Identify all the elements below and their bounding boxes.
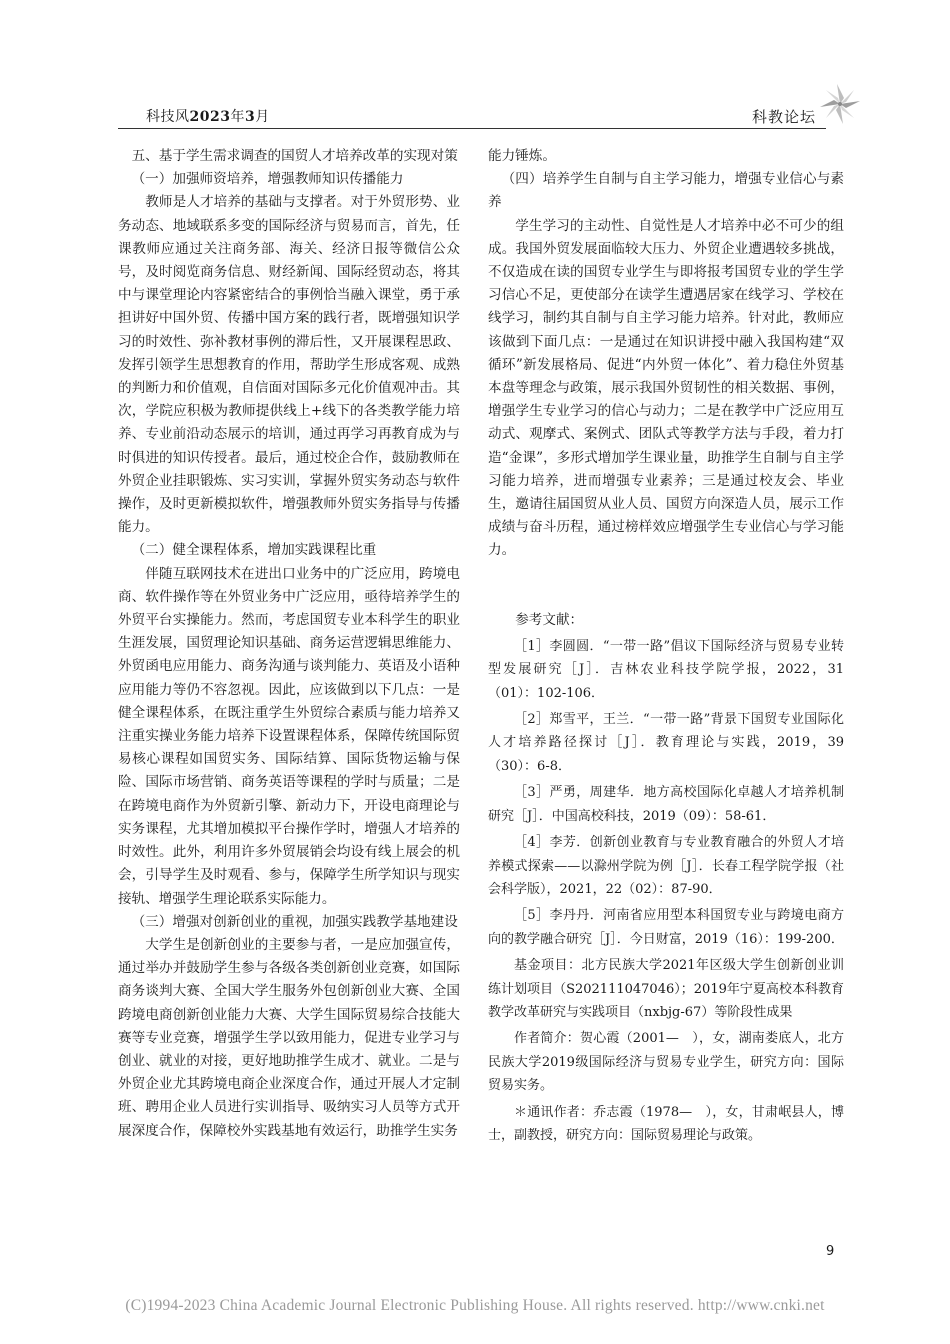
subsection-4-body: 学生学习的主动性、自觉性是人才培养中必不可少的组成。我国外贸发展面临较大压力、外贸企业遭遇较多挑战，不仅造成在读的国贸专业学生与即将报考国贸专业的学生学习信心不足，更使部分在读学生遭遇居家在线学习、学校在线学习，制约其自制与自主学习能力培养。针对此，教师应该做到下面几点：一是通过在知识讲授中融入我国构建“双循环”新发展格局、促进“内外贸一体化”、着力稳住外贸基本盘等理念与政策，展示我国外贸韧性的相关数据、事例，增强学生专业学习的信心与动力；二是在教学中广泛应用互动式、观摩式、案例式、团队式等教学方法与手段，着力打造“金课”，多形式增加学生课业量，助推学生自制与自主学习能力培养，进而增强专业素养；三是通过校友会、毕业生，邀请往届国贸从业人员、国贸方向深造人员，展示工作成绩与奋斗历程，通过榜样效应增强学生专业信心与学习能力。 (488, 217, 844, 559)
subsection-1-title: （一）加强师资培养，增强教师知识传播能力 (131, 171, 404, 188)
subsection-1-body: 教师是人才培养的基础与支撑者。对于外贸形势、业务动态、地域联系多变的国际经济与贸易而言，首先，任课教师应通过关注商务部、海关、经济日报等微信公众号，及时阅览商务信息、财经新闻、国际经贸动态，将其中与课堂理论内容紧密结合的事例恰当融入课堂，勇于承担讲好中国外贸、传播中国方案的践行者，既增强知识学习的时效性、弥补教材事例的滞后性，又开展课程思政、发挥引领学生思想教育的作用，帮助学生形成客观、成熟的判断力和价值观，自信面对国际多元化价值观冲击。其次，学院应积极为教师提供线上+线下的各类教学能力培养、专业前沿动态展示的培训，通过再学习再教育成为与时俱进的知识传授者。最后，通过校企合作，鼓励教师在外贸企业挂职锻炼、实习实训，掌握外贸实务动态与软件操作，及时更新模拟软件，增强教师外贸实务指导与传播能力。 (118, 194, 460, 536)
pinwheel-logo-icon (818, 82, 862, 126)
reference-item: ［1］李圆圆．“一带一路”倡议下国际经济与贸易专业转型发展研究［J］．吉林农业科技学院学报，2022，31（01）：102-106． (488, 638, 844, 701)
left-column (118, 145, 460, 1143)
issue-year-suffix: 年 (230, 109, 245, 125)
reference-item: ［5］李丹丹．河南省应用型本科国贸专业与跨境电商方向的教学融合研究［J］．今日财富，2019（16）：199-200． (488, 908, 844, 947)
subsection-2-body: 伴随互联网技术在进出口业务中的广泛应用，跨境电商、软件操作等在外贸业务中广泛应用，亟待培养学生的外贸平台实操能力。然而，考虑国贸专业本科学生的职业生涯发展，国贸理论知识基础、商务运营逻辑思维能力、外贸函电应用能力、商务沟通与谈判能力、英语及小语种应用能力等仍不容忽视。因此，应该做到以下几点：一是健全课程体系，在既注重学生外贸综合素质与能力培养又注重实操业务能力培养下设置课程体系，保障传统国际贸易核心课程如国贸实务、国际结算、国际货物运输与保险、国际市场营销、商务英语等课程的学时与质量；二是在跨境电商作为外贸新引擎、新动力下，开设电商理论与实务课程，尤其增加模拟平台操作学时，增强人才培养的时效性。此外，利用许多外贸展销会均设有线上展会的机会，引导学生及时观看、参与，保障学生所学知识与现实接轨、增强学生理论联系实际能力。 (118, 565, 460, 907)
journal-issue (146, 106, 270, 126)
fund-note: 基金项目：北方民族大学2021年区级大学生创新创业训练计划项目（S202111047046）；2019年宁夏高校本科教育教学改革研究与实践项目（nxbjg-67）等阶段性成果 (488, 958, 844, 1020)
section-name: 科教论坛 (751, 108, 816, 126)
references-title: 参考文献： (515, 611, 584, 628)
section-title: 五、基于学生需求调查的国贸人才培养改革的实现对策 (131, 148, 458, 164)
header-rule (118, 128, 826, 129)
corresponding-author-note: ＊通讯作者：乔志霞（1978— ），女，甘肃岷县人，博士，副教授，研究方向：国际贸易理论与政策。 (488, 1104, 844, 1143)
running-header (118, 102, 842, 128)
issue-month: 3 (244, 109, 256, 125)
issue-month-suffix: 月 (255, 109, 270, 125)
journal-name: 科技风 (146, 109, 190, 125)
copyright-line: (C)1994-2023 China Academic Journal Electronic Publishing House. All rights reserved. http://www.cnki.net (125, 1297, 825, 1314)
reference-item: ［4］李芳．创新创业教育与专业教育融合的外贸人才培养模式探索——以滁州学院为例［J］．长春工程学院学报（社会科学版），2021，22（02）：87-90． (488, 835, 844, 897)
issue-year: 2023 (189, 109, 231, 125)
subsection-3-body: 大学生是创新创业的主要参与者，一是应加强宣传，通过举办并鼓励学生参与各级各类创新创业竞赛，如国际商务谈判大赛、全国大学生服务外包创新创业大赛、全国跨境电商创新创业能力大赛、大学生国际贸易综合技能大赛等专业竞赛，增强学生学以致用能力，促进专业学习与创业、就业的对接，更好地助推学生成才、就业。二是与外贸企业尤其跨境电商企业深度合作，通过开展人才定制班、聘用企业人员进行实训指导、吸纳实习人员等方式开展深度合作，保障校外实践基地有效运行，助推学生实务 (118, 936, 460, 1139)
continued-text: 能力锤炼。 (488, 148, 556, 164)
subsection-4-title: （四）培养学生自制与自主学习能力，增强专业信心与素养 (488, 171, 844, 211)
right-column (488, 145, 844, 1147)
reference-item: ［2］郑雪平，王兰．“一带一路”背景下国贸专业国际化人才培养路径探讨［J］．教育理论与实践，2019，39（30）：6-8． (488, 712, 844, 774)
author-note: 作者简介：贺心霞（2001— ），女，湖南娄底人，北方民族大学2019级国际经济与贸易专业学生，研究方向：国际贸易实务。 (488, 1031, 844, 1094)
reference-item: ［3］严勇，周建华．地方高校国际化卓越人才培养机制研究［J］．中国高校科技，2019（09）：58-61． (488, 785, 844, 824)
subsection-3-title: （三）增强对创新创业的重视，加强实践教学基地建设 (131, 913, 458, 930)
subsection-2-title: （二）健全课程体系，增加实践课程比重 (131, 542, 377, 559)
page-number: 9 (826, 1244, 835, 1259)
